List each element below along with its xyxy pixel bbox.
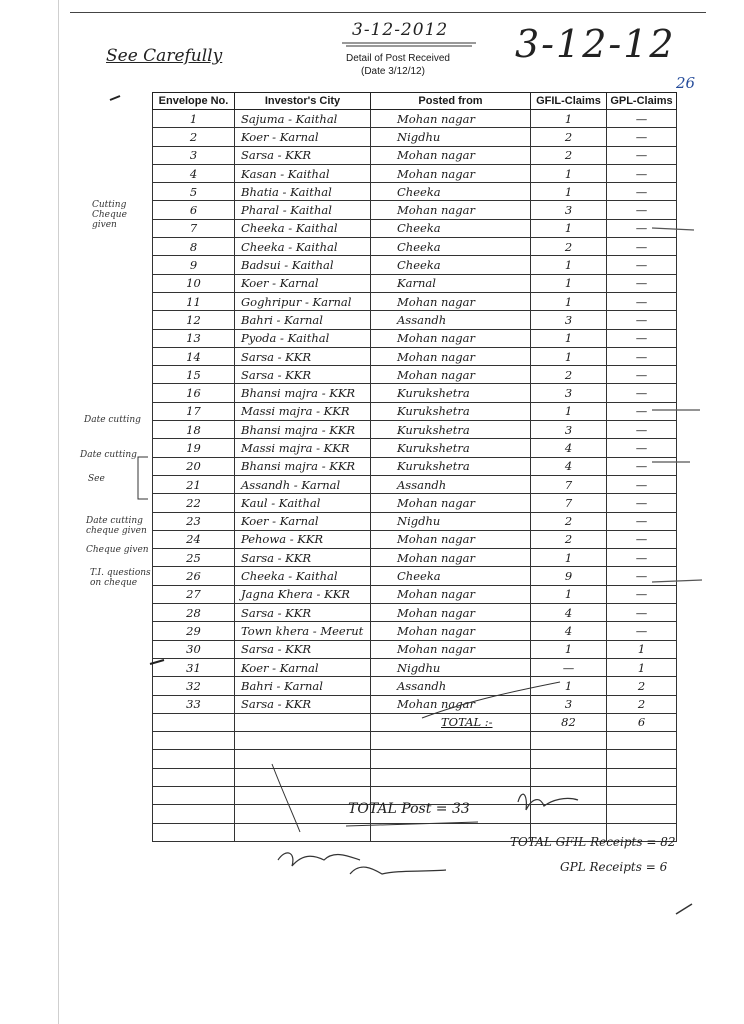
investor-city-cell: Pharal - Kaithal <box>235 201 371 219</box>
gpl-claims-cell: 2 <box>607 677 677 695</box>
posted-from-cell: Nigdhu <box>371 128 531 146</box>
envelope-number-cell: 20 <box>153 457 235 475</box>
posted-from-cell: Mohan nagar <box>371 585 531 603</box>
gpl-claims-cell: — <box>607 292 677 310</box>
table-row <box>153 110 677 128</box>
gpl-claims-cell: — <box>607 128 677 146</box>
investor-city-cell: Bahri - Karnal <box>235 311 371 329</box>
note-date-cutting-2: Date cutting <box>80 450 137 460</box>
investor-city-cell: Bhatia - Kaithal <box>235 183 371 201</box>
envelope-number-cell: 29 <box>153 622 235 640</box>
posted-from-cell: Kurukshetra <box>371 384 531 402</box>
envelope-number-cell: 13 <box>153 329 235 347</box>
empty-cell <box>235 713 371 731</box>
gpl-claims-cell: — <box>607 164 677 182</box>
envelope-number-cell: 26 <box>153 567 235 585</box>
gpl-claims-cell: — <box>607 219 677 237</box>
investor-city-cell: Badsui - Kaithal <box>235 256 371 274</box>
header-gpl-claims: GPL-Claims <box>607 93 677 110</box>
gpl-claims-cell: — <box>607 183 677 201</box>
empty-cell <box>153 768 235 786</box>
gfil-claims-cell: 4 <box>531 622 607 640</box>
gfil-claims-cell: 2 <box>531 238 607 256</box>
gfil-claims-cell: 1 <box>531 110 607 128</box>
header-investors-city: Investor's City <box>235 93 371 110</box>
table-row <box>153 238 677 256</box>
margin-count: 26 <box>676 74 696 92</box>
table-row <box>153 347 677 365</box>
handwritten-date: 3-12-2012 <box>352 20 449 40</box>
investor-city-cell: Sarsa - KKR <box>235 640 371 658</box>
investor-city-cell: Kasan - Kaithal <box>235 164 371 182</box>
posted-from-cell: Mohan nagar <box>371 201 531 219</box>
investor-city-cell: Bhansi majra - KKR <box>235 421 371 439</box>
posted-from-cell: Mohan nagar <box>371 146 531 164</box>
table-header-row <box>153 93 677 110</box>
gpl-claims-cell: — <box>607 585 677 603</box>
gfil-claims-cell: 1 <box>531 347 607 365</box>
gfil-claims-cell: 1 <box>531 219 607 237</box>
gpl-claims-cell: 1 <box>607 640 677 658</box>
envelope-number-cell: 3 <box>153 146 235 164</box>
investor-city-cell: Kaul - Kaithal <box>235 494 371 512</box>
gfil-claims-cell: — <box>531 658 607 676</box>
empty-cell <box>153 823 235 841</box>
posted-from-cell: Assandh <box>371 677 531 695</box>
empty-cell <box>235 823 371 841</box>
investor-city-cell: Bahri - Karnal <box>235 677 371 695</box>
posted-from-cell: Mohan nagar <box>371 530 531 548</box>
posted-from-cell: Mohan nagar <box>371 292 531 310</box>
investor-city-cell: Sarsa - KKR <box>235 604 371 622</box>
table-row <box>153 256 677 274</box>
investor-city-cell: Sarsa - KKR <box>235 146 371 164</box>
gpl-claims-cell: — <box>607 329 677 347</box>
gfil-claims-cell: 1 <box>531 640 607 658</box>
note-cheque-given: Cheque given <box>86 545 149 555</box>
gfil-claims-cell: 1 <box>531 329 607 347</box>
posted-from-cell: Cheeka <box>371 238 531 256</box>
document-title: Detail of Post Received <box>346 53 450 64</box>
table-row <box>153 530 677 548</box>
envelope-number-cell: 7 <box>153 219 235 237</box>
gpl-claims-cell: — <box>607 238 677 256</box>
investor-city-cell: Cheeka - Kaithal <box>235 567 371 585</box>
gpl-claims-cell: — <box>607 622 677 640</box>
table-row <box>153 311 677 329</box>
gpl-claims-cell: — <box>607 439 677 457</box>
gpl-claims-cell: — <box>607 457 677 475</box>
envelope-number-cell: 16 <box>153 384 235 402</box>
posted-from-cell: Mohan nagar <box>371 549 531 567</box>
investor-city-cell: Cheeka - Kaithal <box>235 238 371 256</box>
investor-city-cell: Pyoda - Kaithal <box>235 329 371 347</box>
envelope-number-cell: 11 <box>153 292 235 310</box>
posted-from-cell: Kurukshetra <box>371 402 531 420</box>
gfil-claims-cell: 2 <box>531 128 607 146</box>
empty-cell <box>607 732 677 750</box>
envelope-number-cell: 2 <box>153 128 235 146</box>
header-gfil-claims: GFIL-Claims <box>531 93 607 110</box>
gfil-claims-cell: 3 <box>531 695 607 713</box>
envelope-number-cell: 1 <box>153 110 235 128</box>
posted-from-cell: Karnal <box>371 274 531 292</box>
gfil-claims-cell: 4 <box>531 457 607 475</box>
empty-cell <box>531 786 607 804</box>
investor-city-cell: Bhansi majra - KKR <box>235 457 371 475</box>
investor-city-cell: Town khera - Meerut <box>235 622 371 640</box>
posted-from-cell: Kurukshetra <box>371 421 531 439</box>
posted-from-cell: Cheeka <box>371 183 531 201</box>
table-row <box>153 164 677 182</box>
gpl-claims-cell: — <box>607 384 677 402</box>
investor-city-cell: Jagna Khera - KKR <box>235 585 371 603</box>
gpl-claims-cell: — <box>607 146 677 164</box>
gfil-claims-cell: 3 <box>531 384 607 402</box>
posted-from-cell: Assandh <box>371 311 531 329</box>
table-row <box>153 439 677 457</box>
gfil-claims-cell: 2 <box>531 366 607 384</box>
gfil-claims-cell: 3 <box>531 201 607 219</box>
table-row <box>153 219 677 237</box>
blank-row <box>153 768 677 786</box>
posted-from-cell: Kurukshetra <box>371 439 531 457</box>
empty-cell <box>607 768 677 786</box>
table-row <box>153 512 677 530</box>
table-row <box>153 457 677 475</box>
date-label: (Date 3/12/12) <box>361 66 425 77</box>
envelope-number-cell: 4 <box>153 164 235 182</box>
investor-city-cell: Bhansi majra - KKR <box>235 384 371 402</box>
gpl-claims-cell: — <box>607 347 677 365</box>
gpl-claims-cell: — <box>607 512 677 530</box>
gpl-claims-cell: 2 <box>607 695 677 713</box>
envelope-number-cell: 6 <box>153 201 235 219</box>
empty-cell <box>531 805 607 823</box>
blank-row <box>153 750 677 768</box>
note-date-cutting-1: Date cutting <box>84 415 141 425</box>
table-row <box>153 421 677 439</box>
posted-from-cell: Cheeka <box>371 567 531 585</box>
gpl-claims-cell: — <box>607 549 677 567</box>
posted-from-cell: Mohan nagar <box>371 494 531 512</box>
total-row <box>153 713 677 731</box>
header-envelope-no: Envelope No. <box>153 93 235 110</box>
empty-cell <box>531 732 607 750</box>
gfil-claims-cell: 4 <box>531 439 607 457</box>
gpl-claims-cell: — <box>607 201 677 219</box>
envelope-number-cell: 9 <box>153 256 235 274</box>
posted-from-cell: Nigdhu <box>371 512 531 530</box>
table-row <box>153 677 677 695</box>
envelope-number-cell: 28 <box>153 604 235 622</box>
envelope-number-cell: 19 <box>153 439 235 457</box>
investor-city-cell: Koer - Karnal <box>235 512 371 530</box>
investor-city-cell: Massi majra - KKR <box>235 439 371 457</box>
empty-cell <box>607 750 677 768</box>
posted-from-cell: Mohan nagar <box>371 622 531 640</box>
total-gfil-cell: 82 <box>531 713 607 731</box>
investor-city-cell: Koer - Karnal <box>235 274 371 292</box>
empty-cell <box>607 786 677 804</box>
gfil-claims-cell: 2 <box>531 146 607 164</box>
investor-city-cell: Cheeka - Kaithal <box>235 219 371 237</box>
table-row <box>153 201 677 219</box>
post-ledger-table <box>152 92 677 842</box>
empty-cell <box>235 732 371 750</box>
posted-from-cell: Mohan nagar <box>371 110 531 128</box>
table-row <box>153 494 677 512</box>
total-label-cell: TOTAL :- <box>371 713 531 731</box>
blank-row <box>153 732 677 750</box>
gpl-claims-cell: — <box>607 402 677 420</box>
top-rule <box>70 12 706 13</box>
posted-from-cell: Mohan nagar <box>371 695 531 713</box>
gfil-claims-cell: 1 <box>531 274 607 292</box>
gfil-claims-cell: 1 <box>531 183 607 201</box>
envelope-number-cell: 33 <box>153 695 235 713</box>
gpl-claims-cell: — <box>607 567 677 585</box>
margin-bracket <box>132 455 152 503</box>
empty-cell <box>153 713 235 731</box>
gpl-claims-cell: — <box>607 604 677 622</box>
envelope-number-cell: 22 <box>153 494 235 512</box>
header-posted-from: Posted from <box>371 93 531 110</box>
empty-cell <box>607 805 677 823</box>
empty-cell <box>371 823 531 841</box>
envelope-number-cell: 27 <box>153 585 235 603</box>
empty-cell <box>153 805 235 823</box>
gpl-claims-cell: — <box>607 311 677 329</box>
investor-city-cell: Sarsa - KKR <box>235 549 371 567</box>
gfil-claims-cell: 3 <box>531 421 607 439</box>
envelope-number-cell: 14 <box>153 347 235 365</box>
gpl-claims-cell: — <box>607 494 677 512</box>
empty-cell <box>371 768 531 786</box>
gfil-claims-cell: 3 <box>531 311 607 329</box>
gpl-claims-cell: 1 <box>607 658 677 676</box>
envelope-number-cell: 15 <box>153 366 235 384</box>
total-gfil-receipts: TOTAL GFIL Receipts = 82 <box>510 835 676 849</box>
gfil-claims-cell: 4 <box>531 604 607 622</box>
gfil-claims-cell: 1 <box>531 549 607 567</box>
table-row <box>153 585 677 603</box>
gfil-claims-cell: 1 <box>531 402 607 420</box>
table-row <box>153 567 677 585</box>
large-handwritten-date: 3-12-12 <box>515 22 676 66</box>
posted-from-cell: Assandh <box>371 475 531 493</box>
investor-city-cell: Goghripur - Karnal <box>235 292 371 310</box>
empty-cell <box>531 750 607 768</box>
page-edge <box>58 0 59 1024</box>
empty-cell <box>153 786 235 804</box>
investor-city-cell: Sarsa - KKR <box>235 366 371 384</box>
investor-city-cell: Assandh - Karnal <box>235 475 371 493</box>
envelope-number-cell: 18 <box>153 421 235 439</box>
see-carefully-note: See Carefully <box>106 46 223 66</box>
investor-city-cell: Sajuma - Kaithal <box>235 110 371 128</box>
gfil-claims-cell: 1 <box>531 164 607 182</box>
gpl-claims-cell: — <box>607 475 677 493</box>
envelope-number-cell: 5 <box>153 183 235 201</box>
posted-from-cell: Mohan nagar <box>371 164 531 182</box>
note-date-cheque: Date cutting cheque given <box>86 516 147 536</box>
envelope-number-cell: 30 <box>153 640 235 658</box>
investor-city-cell: Koer - Karnal <box>235 658 371 676</box>
envelope-number-cell: 32 <box>153 677 235 695</box>
empty-cell <box>371 732 531 750</box>
empty-cell <box>371 750 531 768</box>
table-row <box>153 366 677 384</box>
gpl-claims-cell: — <box>607 274 677 292</box>
table-row <box>153 128 677 146</box>
envelope-number-cell: 31 <box>153 658 235 676</box>
gfil-claims-cell: 1 <box>531 256 607 274</box>
gfil-claims-cell: 2 <box>531 512 607 530</box>
envelope-number-cell: 8 <box>153 238 235 256</box>
date-underline <box>340 40 480 48</box>
gpl-claims-cell: — <box>607 421 677 439</box>
gpl-claims-cell: — <box>607 366 677 384</box>
gpl-claims-cell: — <box>607 256 677 274</box>
investor-city-cell: Koer - Karnal <box>235 128 371 146</box>
table-row <box>153 604 677 622</box>
posted-from-cell: Cheeka <box>371 256 531 274</box>
table-row <box>153 622 677 640</box>
table-row <box>153 640 677 658</box>
gpl-claims-cell: — <box>607 530 677 548</box>
investor-city-cell: Massi majra - KKR <box>235 402 371 420</box>
envelope-number-cell: 17 <box>153 402 235 420</box>
envelope-number-cell: 12 <box>153 311 235 329</box>
envelope-number-cell: 10 <box>153 274 235 292</box>
gfil-claims-cell: 7 <box>531 494 607 512</box>
total-gpl-cell: 6 <box>607 713 677 731</box>
gfil-claims-cell: 9 <box>531 567 607 585</box>
gpl-receipts: GPL Receipts = 6 <box>560 860 668 874</box>
gfil-claims-cell: 1 <box>531 585 607 603</box>
gfil-claims-cell: 7 <box>531 475 607 493</box>
investor-city-cell: Pehowa - KKR <box>235 530 371 548</box>
table-row <box>153 146 677 164</box>
posted-from-cell: Cheeka <box>371 219 531 237</box>
posted-from-cell: Kurukshetra <box>371 457 531 475</box>
table-row <box>153 549 677 567</box>
gfil-claims-cell: 1 <box>531 677 607 695</box>
gfil-claims-cell: 1 <box>531 292 607 310</box>
empty-cell <box>153 732 235 750</box>
table-row <box>153 695 677 713</box>
table-row <box>153 658 677 676</box>
investor-city-cell: Sarsa - KKR <box>235 695 371 713</box>
table-row <box>153 475 677 493</box>
envelope-number-cell: 21 <box>153 475 235 493</box>
investor-city-cell: Sarsa - KKR <box>235 347 371 365</box>
posted-from-cell: Mohan nagar <box>371 366 531 384</box>
envelope-number-cell: 24 <box>153 530 235 548</box>
note-ti-questions: T.I. questions on cheque <box>90 568 151 588</box>
gfil-claims-cell: 2 <box>531 530 607 548</box>
empty-cell <box>531 768 607 786</box>
note-see: See <box>88 474 105 484</box>
envelope-number-cell: 23 <box>153 512 235 530</box>
posted-from-cell: Mohan nagar <box>371 640 531 658</box>
empty-cell <box>235 750 371 768</box>
posted-from-cell: Mohan nagar <box>371 329 531 347</box>
total-post: TOTAL Post = 33 <box>348 801 470 817</box>
posted-from-cell: Nigdhu <box>371 658 531 676</box>
envelope-number-cell: 25 <box>153 549 235 567</box>
empty-cell <box>235 768 371 786</box>
gpl-claims-cell: — <box>607 110 677 128</box>
table-row <box>153 274 677 292</box>
empty-cell <box>153 750 235 768</box>
posted-from-cell: Mohan nagar <box>371 347 531 365</box>
table-row <box>153 402 677 420</box>
table-row <box>153 183 677 201</box>
table-row <box>153 292 677 310</box>
table-row <box>153 384 677 402</box>
table-row <box>153 329 677 347</box>
note-cutting-cheque: Cutting Cheque given <box>92 200 127 230</box>
posted-from-cell: Mohan nagar <box>371 604 531 622</box>
